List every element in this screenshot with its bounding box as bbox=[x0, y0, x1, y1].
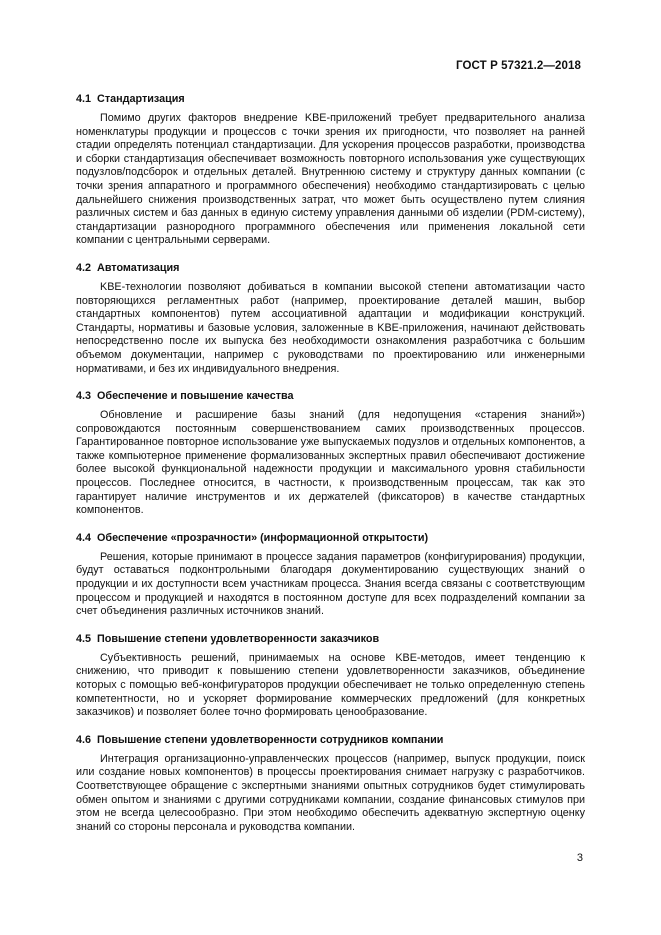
section-title: Обеспечение и повышение качества bbox=[97, 390, 294, 403]
section-heading bbox=[76, 389, 585, 403]
section-paragraph: Интеграция организационно-управленческих процессов (например, выпуск продукции, поиск или создание новых компонентов) в процессы проектирования снимает нагрузку с разработчиков. Соответствующее обращение с экспертными знаниями опытных сотрудников будет стимулировать обмен опытом и знаниями с другими сотрудниками компании, создание финансовых стимулов при этом не всегда целесообразно. При этом необходимо обеспечить адекватную экспертную оценку знаний со стороны персонала и руководства компании. bbox=[76, 752, 585, 833]
section-heading bbox=[76, 733, 585, 747]
section-paragraph: Помимо других факторов внедрение KBE-приложений требует предварительного анализа номенклатуры продукции и процессов с точки зрения их пригодности, что позволяет на ранней стадии определять потенциал стандартизации. Для ускорения процессов разработки, производства и сборки стандартизация обеспечивает возможность повторного использования уже существующих подузлов/подсборок и отдельных деталей. Внутреннюю систему и структуру данных компании (с точки зрения аппаратного и программного обеспечения) необходимо стандартизировать с целью дальнейшего снижения производственных затрат, что может быть осуществлено путем слияния различных систем и баз данных в единую систему управления данными об изделии (PDM-систему), стандартизации разнородного программного обеспечения или применения локальной сети компании с центральными серверами. bbox=[76, 112, 585, 247]
section-4-6 bbox=[76, 733, 585, 835]
section-title: Автоматизация bbox=[97, 261, 180, 274]
section-title: Обеспечение «прозрачности» (информационной открытости) bbox=[97, 531, 429, 544]
section-4-5 bbox=[76, 632, 585, 720]
section-4-2 bbox=[76, 261, 585, 376]
section-paragraph: Решения, которые принимают в процессе задания параметров (конфигурирования) продукции, будут оставаться подконтрольными благодаря документированию существующих знаний о продукции и их доступности всем участникам процесса. Знания всегда связаны с соответствующим процессом и продукцией и находятся в постоянном доступе для всех подразделений компании за счет объединения различных источников знаний. bbox=[76, 550, 585, 618]
section-number: 4.4 bbox=[76, 531, 92, 544]
section-number: 4.1 bbox=[76, 93, 92, 105]
section-4-3 bbox=[76, 389, 585, 518]
section-4-1 bbox=[76, 92, 585, 248]
section-number: 4.5 bbox=[76, 632, 92, 645]
section-heading bbox=[76, 92, 585, 106]
section-title: Повышение степени удовлетворенности заказчиков bbox=[97, 632, 380, 645]
section-number: 4.3 bbox=[76, 390, 92, 403]
section-paragraph: KBE-технологии позволяют добиваться в компании высокой степени автоматизации часто повторяющихся регламентных работ (например, проектирование деталей машин, выбор стандартных компонентов) путем ассоциативной адаптации и модификации конструкций. Стандарты, нормативы и базовые условия, заложенные в KBE-приложения, начинают действовать непосредственно после их выпуска без необходимости ознакомления разработчика с большим объемом документации, например с руководствами по проектированию или инженерными нормативами, и без их индивидуального внедрения. bbox=[76, 280, 585, 375]
document-body bbox=[76, 92, 585, 847]
section-paragraph: Субъективность решений, принимаемых на основе KBE-методов, имеет тенденцию к снижению, что приводит к повышению степени удовлетворенности заказчиков, объединение которых с помощью веб-конфигураторов продукции обеспечивает не только определенную степень компетентности, но и ускоряет формирование коммерческих предложений (для конкретных заказчиков) и позволяет более точно формировать ценообразование. bbox=[76, 651, 585, 719]
document-code: ГОСТ Р 57321.2—2018 bbox=[456, 60, 581, 72]
section-heading bbox=[76, 632, 585, 646]
page-number: 3 bbox=[576, 852, 583, 864]
section-number: 4.6 bbox=[76, 733, 92, 746]
section-title: Стандартизация bbox=[97, 93, 185, 105]
section-4-4 bbox=[76, 531, 585, 619]
section-heading bbox=[76, 531, 585, 545]
section-number: 4.2 bbox=[76, 261, 92, 274]
section-title: Повышение степени удовлетворенности сотрудников компании bbox=[97, 733, 444, 746]
section-heading bbox=[76, 261, 585, 275]
section-paragraph: Обновление и расширение базы знаний (для недопущения «старения знаний») сопровождаются постоянным совершенствованием самих производственных процессов. Гарантированное повторное использование уже выпускаемых подузлов и отдельных компонентов, а также компьютерное применение формализованных экспертных правил обеспечивают достижение более высокой функциональной надежности продукции и максимального уровня стабильности процессов. Последнее относится, в частности, к производственным процессам, так как это гарантирует наличие инструментов и их держателей (фиксаторов) в качестве стандартных компонентов. bbox=[76, 409, 585, 517]
